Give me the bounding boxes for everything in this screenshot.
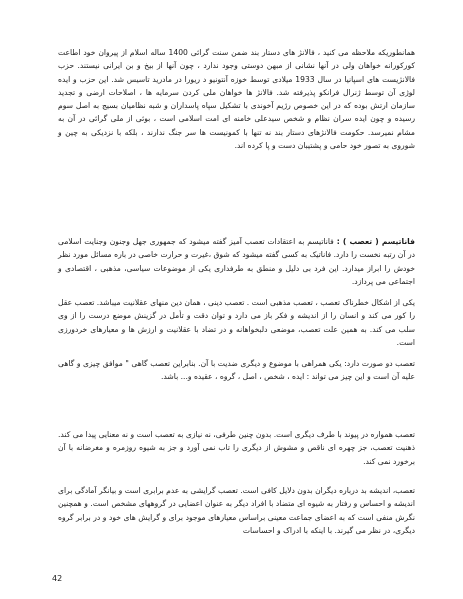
page-number: 42 (52, 574, 63, 583)
paragraph-falangists (58, 46, 415, 152)
paragraph-other-side (58, 428, 415, 468)
paragraph-two-forms (58, 357, 415, 384)
paragraph-text: تعصب، اندیشه بد درباره دیگران بدون دلایل کافی است. تعصب گرایشی به عدم برابری است و بیانگر آمادگی برای اندیشه و احساس و رفتار به شیوه ای متضاد با افراد دیگر به عنوان اعضایی در گروههای مشخص است. و همچنین نگرش منفی است که به اعضای جماعت معینی براساس معیارهای موجود برای و گرایش های خود و در برابر گروه دیگری، در نظر می گیرند. با اینکه با ادراک و احساسات (58, 486, 415, 535)
paragraph-text (58, 235, 415, 288)
term-heading: فاناتیسم ( تعصب ) : (336, 237, 415, 246)
term-definition: فاناتیسم به اعتقادات تعصب آمیز گفته میشود که جمهوری جهل وجنون وجنایت اسلامی در آن رتبه نخست را دارد. فاناتیک به کسی گفته میشود که شوق ،غیرت و حرارت خاصی در باره مسائل مورد نظر خودش را ابراز میدارد. این فرد بی دلیل و منطق به طرفداری یکی از موضوعات سیاسی، مذهبی ، اقتصادی و اجتماعی می پردازد. (58, 237, 415, 286)
paragraph-religious-fanaticism (58, 296, 415, 349)
paragraph-text: تعصب همواره در پیوند با طرف دیگری است. بدون چنین طرفی، نه نیازی به تعصب است و نه معنایی پیدا می کند. ذهنیت تعصب، جز چهره ای ناقص و مشوش از دیگری را تاب نمی آورد و جز به شیوه روزمره و مغرضانه با آن برخورد نمی کند. (58, 430, 415, 466)
paragraph-prejudice (58, 484, 415, 537)
paragraph-text: یکی از اشکال خطرناک تعصب ، تعصب مذهبی است . تعصب دینی ، همان دین منهای عقلانیت میباشد. تعصب عقل را کور می کند و انسان را از اندیشه و فکر باز می دارد و توان دقت و تأمل در گزینش موضع درست را از وی سلب می کند. به همین علت تعصب، موضعی دلبخواهانه و در تضاد با عقلانیت و ارزش ها و معیارهای خردورزی است. (58, 298, 415, 347)
paragraph-text: همانطوریکه ملاحظه می کنید ، فالانژ های دستار بند ضمن سنت گرائی 1400 ساله اسلام از پیروان خود اطاعت کورکورانه خواهان ولی در آنها نشانی از مبهن دوستی وجود ندارد ، چون آنها از بیخ و بن ایرانی نیستند. حزب فالانژیست های اسپانیا در سال 1933 میلادی توسط خوزه آنتونیو د ریورا در مادرید تاسیس شد. این حزب و ایده لوژی آن توسط ژنرال فرانکو پذیرفته شد. فالانژ ها خواهان ملی کردن سرمایه ها ، اصلاحات ارضی و تجدید سازمان ارتش بوده که در این خصوص رژیم آخوندی با تشکیل سپاه پاسداران و شبه نظامیان بسیج به اصل سوم رسیده و چون ایده سران نظام و شخص سیدعلی خامنه ای امت اسلامی است ، بوئی از ملی گرائی در آن به مشام نمیرسد. حکومت فالانژهای دستار بند نه تنها با کمونیست ها سر جنگ ندارند ، بلکه با نزدیکی به چین و شوروی به تصور خود حامی و پشتیبان دست و پا کرده اند. (58, 48, 415, 151)
paragraph-fanaticism-definition (58, 235, 415, 288)
paragraph-text: تعصب دو صورت دارد: یکی همراهی با موضوع و دیگری ضدیت با آن. بنابراین تعصب گاهی " موافق چیزی و گاهی علیه آن است و این چیز می تواند : ایده ، شخص ، اصل ، گروه ، عقیده و... باشد. (58, 359, 415, 382)
